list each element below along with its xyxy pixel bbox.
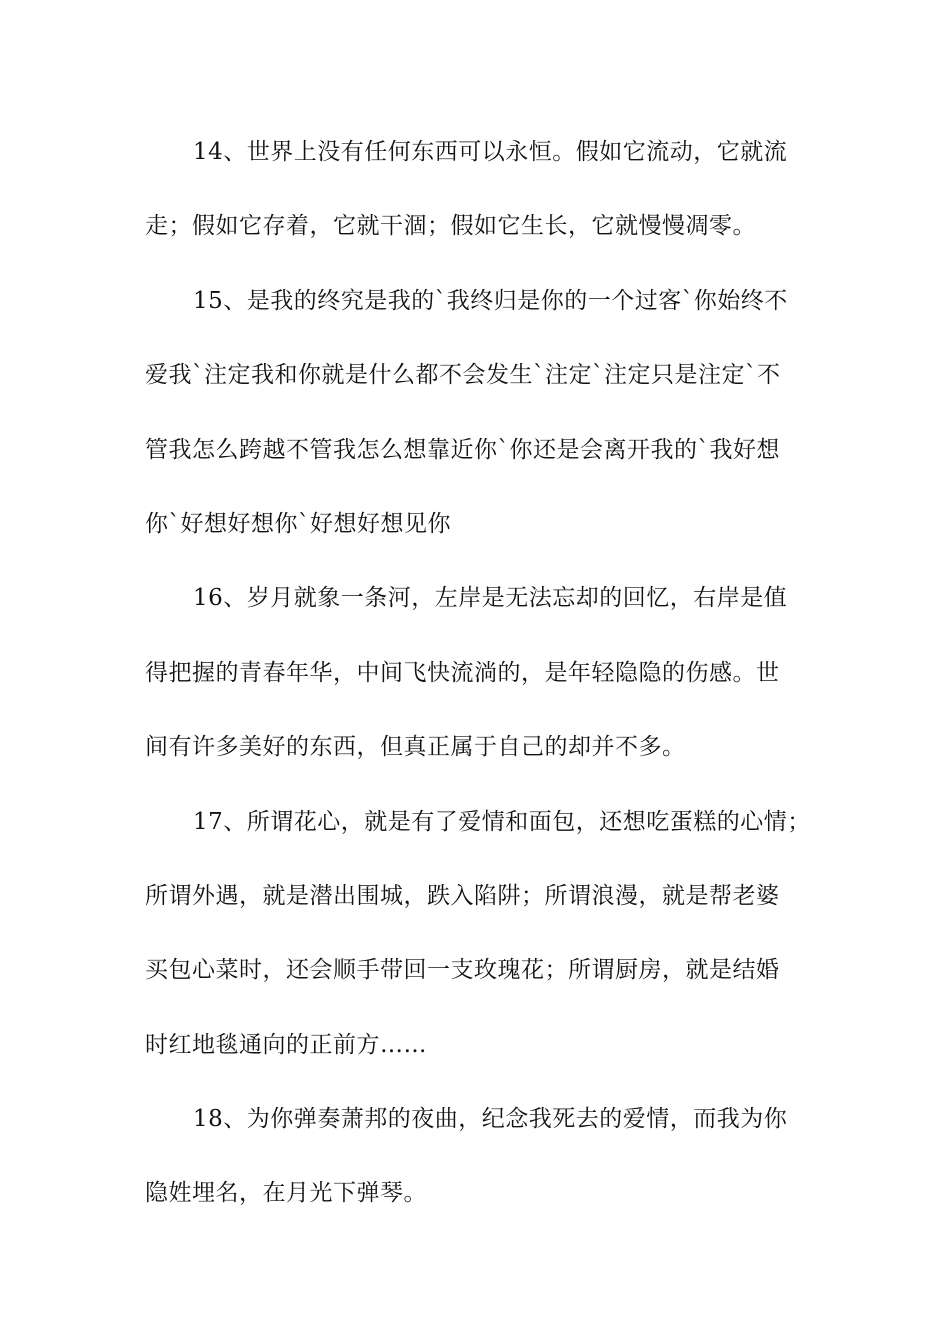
paragraph-line: 15、是我的终究是我的`我终归是你的一个过客`你始终不 [193,287,788,314]
paragraph-line: 14、世界上没有任何东西可以永恒。假如它流动，它就流 [193,139,788,165]
paragraph-line: 管我怎么跨越不管我怎么想靠近你`你还是会离开我的`我好想 [145,436,780,463]
paragraph-16 [145,561,817,784]
paragraph-line: 18、为你弹奏萧邦的夜曲，纪念我死去的爱情，而我为你 [193,1106,788,1133]
document-body [145,115,817,1231]
paragraph-line: 买包心菜时，还会顺手带回一支玫瑰花；所谓厨房，就是结婚 [145,957,780,984]
paragraph-line: 所谓外遇，就是潜出围城，跌入陷阱；所谓浪漫，就是帮老婆 [145,882,780,909]
paragraph-18 [145,1082,817,1231]
paragraph-line: 得把握的青春年华，中间飞快流淌的，是年轻隐隐的伤感。世 [145,659,780,686]
paragraph-14 [145,115,817,264]
paragraph-17 [145,785,817,1083]
paragraph-line: 16、岁月就象一条河，左岸是无法忘却的回忆，右岸是值 [193,585,788,612]
paragraph-line: 时红地毯通向的正前方…… [145,1031,427,1058]
paragraph-line: 爱我`注定我和你就是什么都不会发生`注定`注定只是注定`不 [145,362,781,389]
paragraph-line: 你`好想好想你`好想好想见你 [145,510,451,537]
paragraph-15 [145,264,817,562]
paragraph-line: 隐姓埋名，在月光下弹琴。 [145,1180,427,1207]
paragraph-line: 17、所谓花心，就是有了爱情和面包，还想吃蛋糕的心情； [193,808,811,835]
paragraph-line: 走；假如它存着，它就干涸；假如它生长，它就慢慢凋零。 [145,213,756,240]
paragraph-line: 间有许多美好的东西，但真正属于自己的却并不多。 [145,734,686,761]
